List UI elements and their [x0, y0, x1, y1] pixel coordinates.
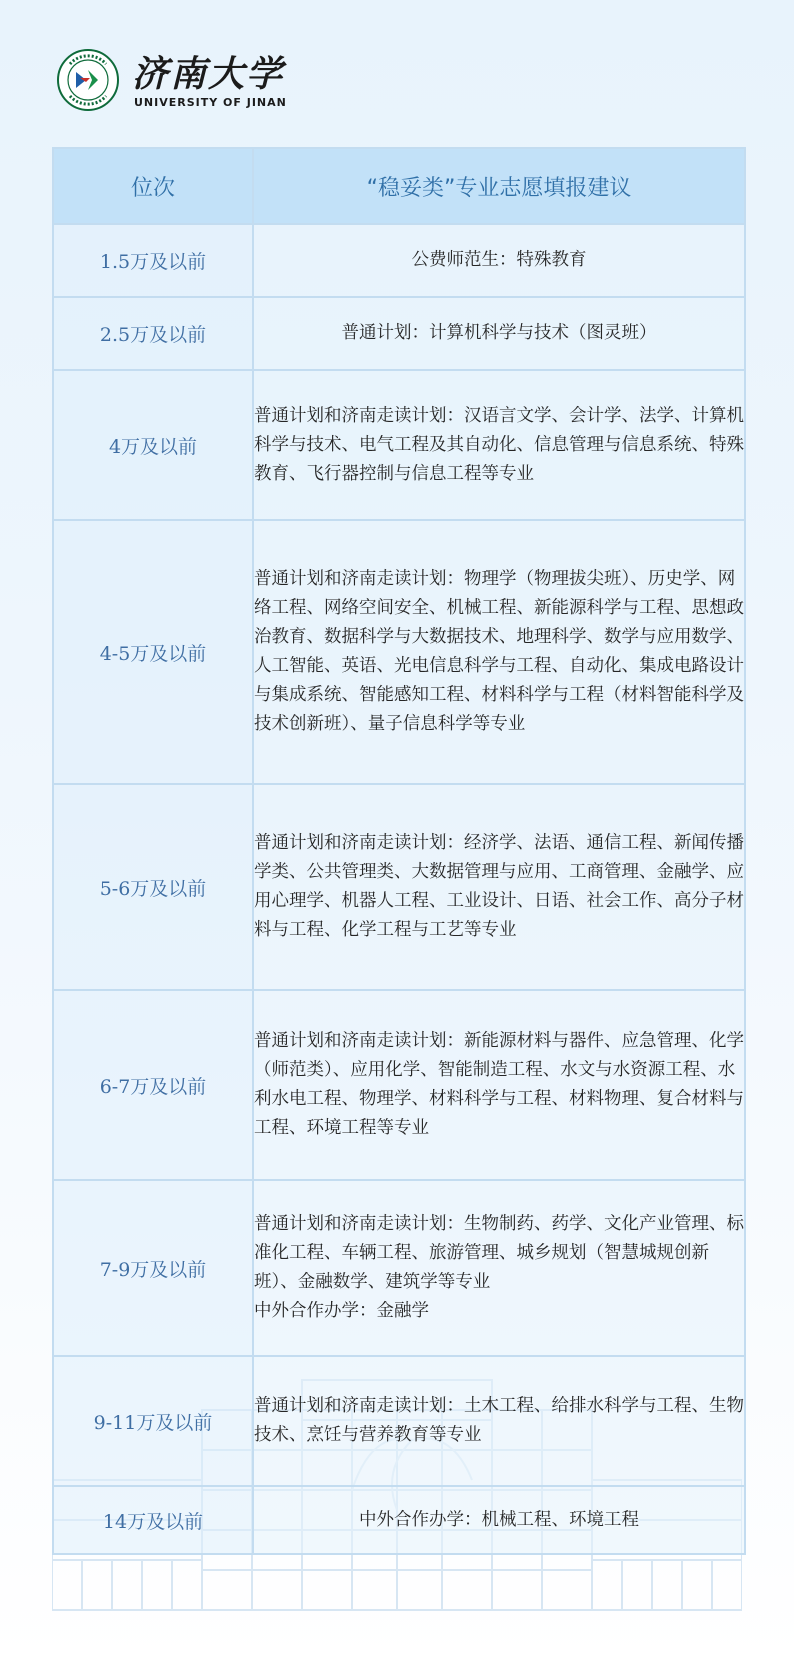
- suggestion-cell: [253, 224, 745, 297]
- suggestion-text: 普通计划和济南走读计划：物理学（物理拔尖班）、历史学、网络工程、网络空间安全、机械工程、新能源科学与工程、思想政治教育、数据科学与大数据技术、地理科学、数学与应用数学、人工智能、英语、光电信息科学与工程、自动化、集成电路设计与集成系统、智能感知工程、材料科学与工程（材料智能科学及技术创新班）、量子信息科学等专业: [254, 569, 744, 734]
- suggestion-cell: [253, 297, 745, 370]
- rank-cell: 2.5万及以前: [53, 297, 253, 370]
- suggestion-cell: [253, 990, 745, 1180]
- table-row: [53, 520, 745, 784]
- suggestion-text: 公费师范生：特殊教育: [411, 250, 587, 270]
- rank-cell: 7-9万及以前: [53, 1180, 253, 1356]
- admission-suggestion-table: [52, 147, 746, 1555]
- suggestion-extra-text: 中外合作办学：金融学: [254, 1301, 429, 1321]
- table-row: [53, 370, 745, 520]
- suggestion-cell: [253, 370, 745, 520]
- rank-cell: 9-11万及以前: [53, 1356, 253, 1486]
- table-row: [53, 990, 745, 1180]
- suggestion-text: 中外合作办学：机械工程、环境工程: [359, 1509, 639, 1530]
- rank-cell: 4万及以前: [53, 370, 253, 520]
- suggestion-cell: [253, 1486, 745, 1554]
- header-rank: 位次: [53, 148, 253, 224]
- suggestion-text: 普通计划和济南走读计划：生物制药、药学、文化产业管理、标准化工程、车辆工程、旅游管理、城乡规划（智慧城规创新班）、金融数学、建筑学等专业: [254, 1214, 744, 1292]
- rank-cell: 1.5万及以前: [53, 224, 253, 297]
- suggestion-text: 普通计划：计算机科学与技术（图灵班）: [341, 323, 657, 343]
- suggestion-text: 普通计划和济南走读计划：新能源材料与器件、应急管理、化学（师范类）、应用化学、智能制造工程、水文与水资源工程、水利水电工程、物理学、材料科学与工程、材料物理、复合材料与工程、环境工程等专业: [254, 1031, 744, 1138]
- university-name-en: UNIVERSITY OF JINAN: [134, 96, 287, 109]
- table-row: [53, 1486, 745, 1554]
- suggestion-cell: [253, 1180, 745, 1356]
- suggestion-text: 普通计划和济南走读计划：汉语言文学、会计学、法学、计算机科学与技术、电气工程及其自动化、信息管理与信息系统、特殊教育、飞行器控制与信息工程等专业: [254, 405, 744, 484]
- university-logo: [56, 48, 120, 112]
- table-row: [53, 224, 745, 297]
- rank-cell: 5-6万及以前: [53, 784, 253, 990]
- table-row: [53, 1180, 745, 1356]
- rank-cell: 4-5万及以前: [53, 520, 253, 784]
- brand-header: [56, 48, 316, 114]
- university-name-cn: 济南大学: [132, 53, 285, 95]
- table-row: [53, 297, 745, 370]
- suggestion-cell: [253, 1356, 745, 1486]
- table-row: [53, 1356, 745, 1486]
- suggestion-cell: [253, 784, 745, 990]
- suggestion-cell: [253, 520, 745, 784]
- table-header-row: [53, 148, 745, 224]
- header-suggestion: “稳妥类”专业志愿填报建议: [253, 148, 745, 224]
- table-row: [53, 784, 745, 990]
- suggestion-text: 普通计划和济南走读计划：土木工程、给排水科学与工程、生物技术、烹饪与营养教育等专业: [254, 1396, 744, 1445]
- rank-cell: 6-7万及以前: [53, 990, 253, 1180]
- rank-cell: 14万及以前: [53, 1486, 253, 1554]
- suggestion-text: 普通计划和济南走读计划：经济学、法语、通信工程、新闻传播学类、公共管理类、大数据管理与应用、工商管理、金融学、应用心理学、机器人工程、工业设计、日语、社会工作、高分子材料与工程、化学工程与工艺等专业: [254, 833, 744, 940]
